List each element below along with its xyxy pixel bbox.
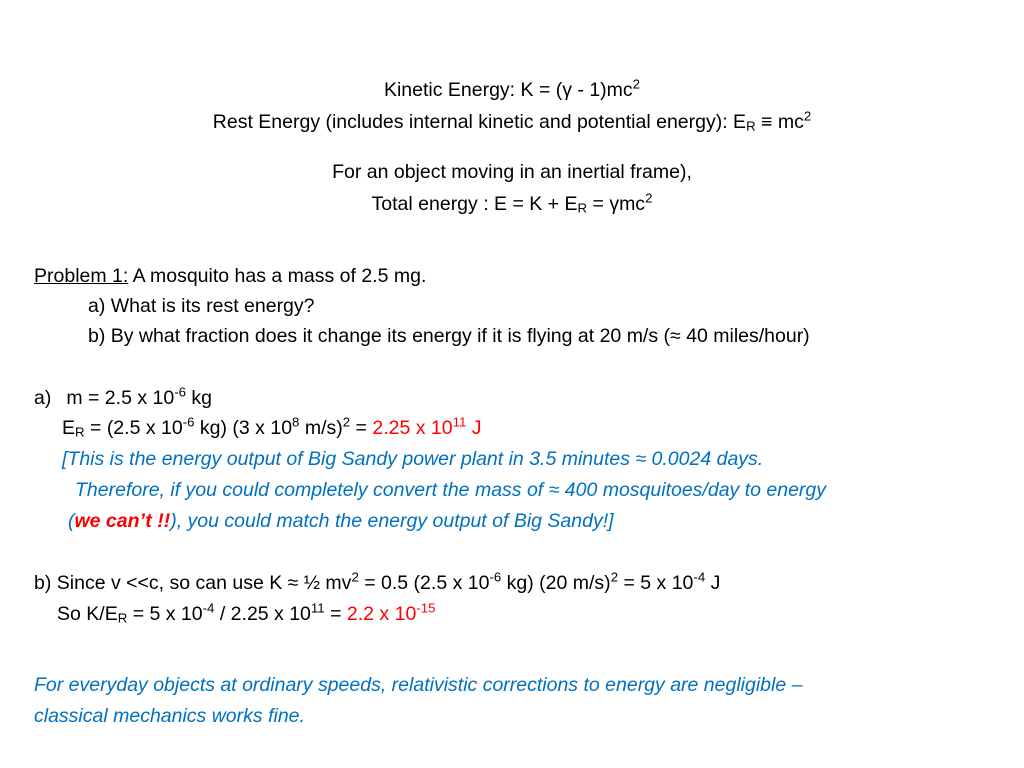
rest-energy-formula: Rest Energy (includes internal kinetic and potential energy): $E_R \equiv mc^2$	[212, 108, 812, 134]
big-sandy-note-1: [This is the energy output of Big Sandy power plant in 3.5 minutes ≈ 0.0024 days.	[62, 448, 764, 470]
big-sandy-note-3: (we can’t !!), you could match the energy output of Big Sandy!]	[68, 510, 614, 532]
answer-a-mass: a) m = 2.5 x $10^{-6}$ kg	[34, 384, 213, 409]
answer-b-kinetic: b) Since v <<c, so can use K ≈ ½ $mv^2 = 0.5$ (2.5 x $10^{-6}$ kg) (20 m/s)$^2$ = 5 x $10^{-4}$ J	[34, 569, 721, 594]
conclusion-line-2: classical mechanics works fine.	[34, 705, 305, 727]
inertial-frame-text: For an object moving in an inertial frame),	[332, 161, 692, 183]
question-b: b) By what fraction does it change its energy if it is flying at 20 m/s (≈ 40 miles/hour)	[88, 325, 810, 347]
answer-a-rest-energy: $E_R = (2.5$ x $10^{-6}$ kg) (3 x $10^8$ m/s)$^2$ = 2.25 x $10^{11}$ J	[62, 414, 482, 440]
total-energy-formula: Total energy : $E = K + E_R = \gamma mc^2$	[371, 190, 653, 216]
answer-b-fraction: So $K/E_R = 5$ x $10^{-4} / 2.25$ x $10^{11} = 2.2$ x $10^{-15}$	[57, 600, 436, 626]
question-a: a) What is its rest energy?	[88, 295, 315, 317]
we-cant-emphasis: we can’t !!	[74, 510, 171, 532]
big-sandy-note-2: Therefore, if you could completely convert the mass of ≈ 400 mosquitoes/day to energy	[75, 479, 827, 501]
problem-statement: Problem 1: A mosquito has a mass of 2.5 mg.	[34, 265, 427, 287]
kinetic-energy-formula: Kinetic Energy: $K = (\gamma - 1)mc^2$	[383, 76, 641, 101]
conclusion-line-1: For everyday objects at ordinary speeds, relativistic corrections to energy are negligible –	[34, 674, 803, 696]
fraction-result: 2.2 x $10^{-15}$	[346, 600, 436, 625]
rest-energy-result: 2.25 x $10^{11}$ J	[372, 414, 482, 439]
problem-label: Problem 1:	[34, 265, 129, 287]
